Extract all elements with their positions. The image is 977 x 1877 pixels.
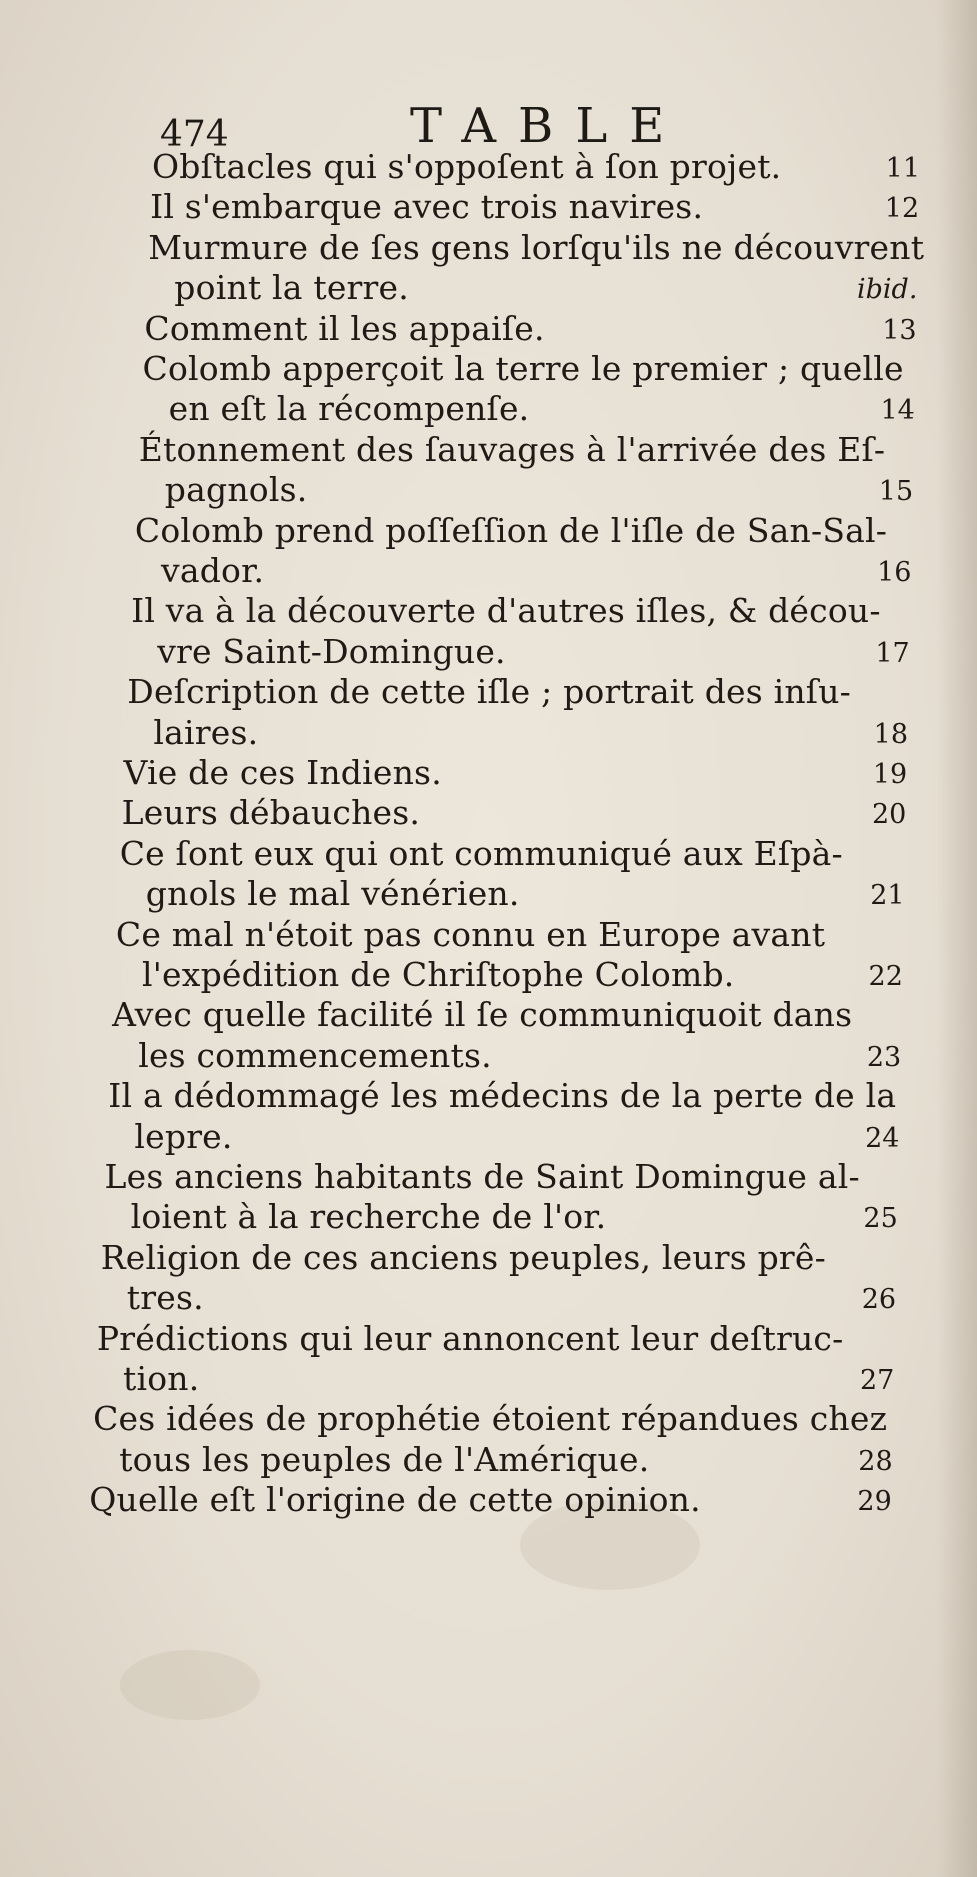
toc-entry-text-continued: laires. [153,712,259,752]
toc-entry-text: Obſtacles qui s'oppoſent à ſon projet. [152,147,782,186]
toc-entry-text-continued: pagnols. [164,470,308,510]
toc-entry-text: Quelle eſt l'origine de cette opinion. [89,1480,701,1520]
toc-entry-text-continued: point la terre. [174,268,409,308]
toc-entry-text: Prédictions qui leur annoncent leur deſtruc- [96,1318,844,1358]
toc-entry-text: Colomb prend poſſeſſion de l'iſle de San-Sal- [134,510,888,550]
toc-entry-text: Leurs débauches. [121,793,421,833]
toc-entry-text: Vie de ces Indiens. [123,753,442,792]
toc-entry-text-continued: tion. [123,1359,200,1398]
toc-entry-text: Les anciens habitants de Saint Domingue al- [104,1157,860,1196]
toc-entry-text-continued: vador. [161,551,265,590]
toc-entry-text: Ce mal n'étoit pas connu en Europe avant [115,914,826,954]
toc-entry-page-number: 14 [880,395,915,427]
toc-entry-text-continued: les commencements. [138,1035,492,1075]
toc-entry-text-continued: lepre. [134,1116,233,1156]
toc-entry-page-number: ibid. [857,274,918,306]
toc-entry-text: Il va à la découverte d'autres iſles, & décou- [131,591,881,631]
toc-entry-page-number: 17 [875,637,910,669]
toc-entry-page-number: 16 [877,557,912,588]
toc-entry-page-number: 25 [863,1203,898,1235]
toc-entry-text: Murmure de ſes gens lorſqu'ils ne découvrent [148,227,925,267]
running-title: TABLE [410,98,687,154]
toc-entry-text: Comment il les appaiſe. [144,308,545,348]
toc-entry-page-number: 23 [866,1041,902,1073]
toc-entry-text-continued: tres. [126,1278,204,1318]
toc-entry-page-number: 19 [872,759,908,790]
toc-entry-text: Religion de ces anciens peuples, leurs prê- [100,1237,826,1277]
toc-entry-text-continued: en eſt la récompenſe. [168,389,530,429]
toc-entry-page-number: 22 [868,961,903,992]
toc-entry-text: Colomb apperçoit la terre le premier ; quelle [142,349,904,388]
toc-entry-page-number: 13 [882,314,917,346]
toc-entry-page-number: 18 [873,718,909,750]
toc-entry-text: Ce ſont eux qui ont communiqué aux Eſpà- [119,833,843,873]
toc-entry-page-number: 27 [859,1365,895,1396]
toc-entry-text: Avec quelle facilité il ſe communiquoit dans [112,995,853,1035]
toc-entry-page-number: 28 [858,1445,893,1477]
toc-entry-page-number: 29 [857,1486,892,1518]
toc-entry-text-continued: loient à la recherche de l'or. [130,1197,607,1237]
toc-entry-text-continued: l'expédition de Chriſtophe Colomb. [142,955,735,994]
toc-entry-text: Il s'embarque avec trois navires. [150,187,704,227]
toc-entry-page-number: 20 [871,799,907,831]
toc-entry-page-number: 26 [861,1284,897,1316]
toc-entry-text: Ces idées de prophétie étoient répandues chez [93,1399,888,1439]
toc-entry-text-continued: vre Saint-Domingue. [157,631,506,671]
toc-entry-text: Il a dédommagé les médecins de la perte de la [108,1076,897,1116]
toc-entry-text-continued: gnols le mal vénérien. [145,874,520,914]
toc-entry-text-continued: tous les peuples de l'Amérique. [119,1439,650,1479]
toc-entry-page-number: 21 [870,880,905,912]
toc-entry-page-number: 12 [884,193,920,225]
toc-entry-page-number: 24 [865,1122,900,1154]
toc-entry-text: Étonnement des ſauvages à l'arrivée des Eſ- [138,429,886,469]
toc-entry-page-number: 11 [885,153,920,184]
page-number: 474 [160,114,229,155]
toc-entry-page-number: 15 [878,476,914,508]
toc-entry-text: Deſcription de cette iſle ; portrait des inſu- [127,672,851,712]
